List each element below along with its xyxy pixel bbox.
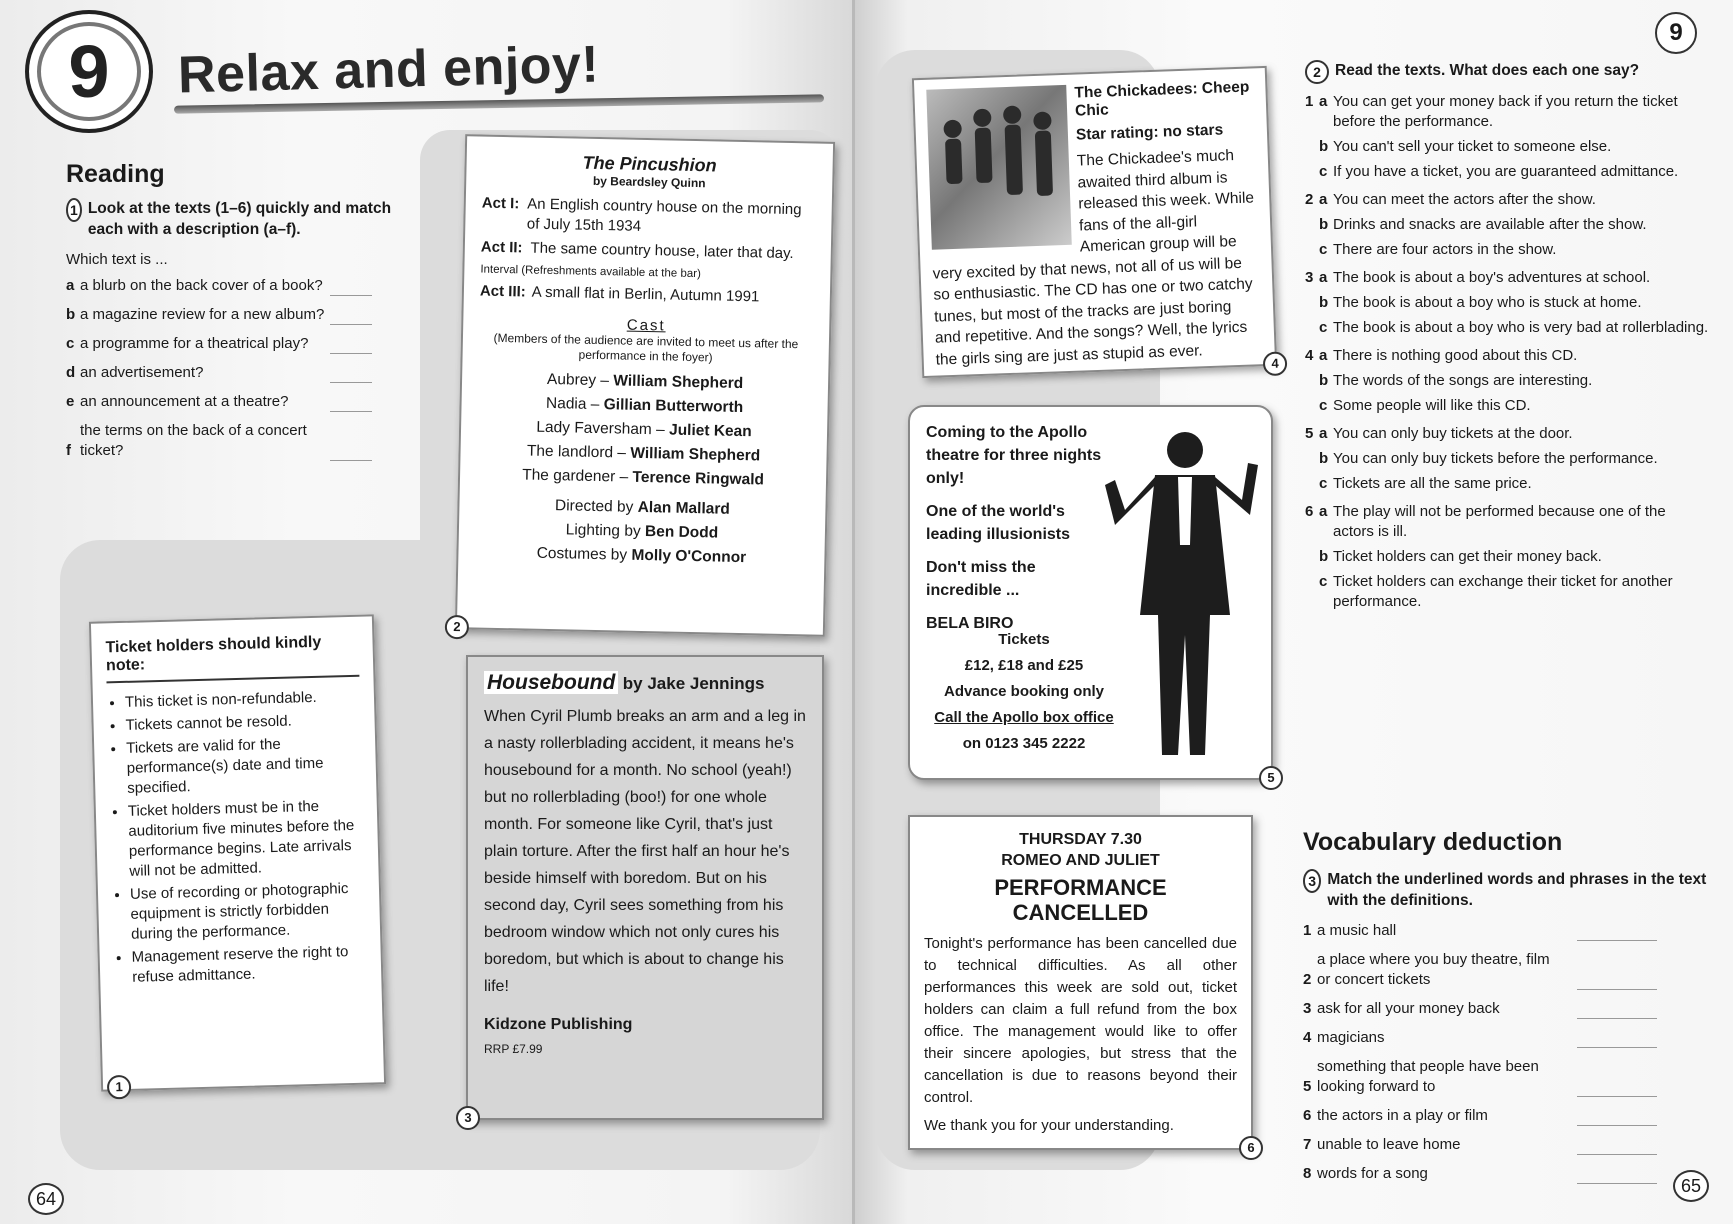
act-text: An English country house on the morning of July 15th 1934	[526, 195, 802, 235]
list-item: • Ticket holders must be in the auditorium five minutes before the performance begins. Late arrivals will not be admitted.	[128, 796, 365, 882]
item-text: something that people have been looking forward to	[1317, 1058, 1539, 1095]
text-number: 5	[1259, 766, 1283, 790]
question-group	[1305, 424, 1710, 494]
item-text: the actors in a play or film	[1317, 1107, 1488, 1124]
play-author: by Beardsley Quinn	[592, 173, 706, 191]
cast-actor: William Shepherd	[613, 372, 744, 393]
reading-heading: Reading	[66, 160, 165, 188]
question-number: 1	[1305, 93, 1314, 110]
list-item: • Tickets are valid for the performance(s) date and time specified.	[126, 733, 362, 799]
item-text: a magazine review for a new album?	[80, 306, 325, 323]
option	[1305, 268, 1710, 288]
item-number: 2	[1303, 971, 1312, 988]
vocabulary-section	[1303, 828, 1708, 1193]
question-number: 4	[1305, 347, 1314, 364]
option-letter: c	[1319, 475, 1328, 492]
option-text: You can meet the actors after the show.	[1333, 191, 1596, 208]
item-text: words for a song	[1317, 1165, 1428, 1182]
item-number: 1	[1303, 922, 1312, 939]
item-text: a blurb on the back cover of a book?	[80, 277, 323, 294]
list-item: • Tickets cannot be resold.	[125, 710, 360, 736]
option	[1305, 449, 1710, 469]
text-number: 4	[1263, 351, 1288, 376]
option-text: You can only buy tickets before the performance.	[1333, 450, 1658, 467]
vocabulary-list	[1303, 921, 1708, 1184]
ad-tickets-block	[924, 627, 1124, 757]
item-text: an announcement at a theatre?	[80, 393, 289, 410]
cast-actor: Juliet Kean	[668, 421, 752, 441]
list-item	[66, 305, 396, 325]
ticket-terms-heading: Ticket holders should kindly note:	[105, 633, 359, 684]
act-3	[480, 282, 814, 309]
text-2-theatre-programme	[455, 134, 835, 637]
item-letter: f	[66, 442, 71, 459]
cast-note: (Members of the audience are invited to meet us after the performance in the foyer)	[493, 330, 799, 365]
option	[1305, 346, 1710, 366]
option	[1305, 215, 1710, 235]
crew-role: Directed by	[554, 497, 634, 516]
list-item	[1303, 921, 1708, 941]
tickets-label: Tickets	[998, 631, 1050, 648]
option	[1305, 424, 1710, 444]
review-title: The Chickadees: Cheep Chic	[1074, 78, 1250, 120]
question-number	[1305, 572, 1319, 612]
question-number	[1305, 137, 1319, 157]
cast-actor: William Shepherd	[630, 444, 761, 465]
option	[1305, 572, 1710, 612]
option-letter: b	[1319, 548, 1329, 565]
option	[1305, 190, 1710, 210]
option-letter: a	[1319, 347, 1328, 364]
option-text: Ticket holders can get their money back.	[1333, 548, 1602, 565]
option-letter: b	[1319, 216, 1329, 233]
list-item: • Use of recording or photographic equipment is strictly forbidden during the performance.	[130, 879, 366, 945]
list-item	[1303, 1106, 1708, 1126]
answer-blank	[1577, 1047, 1657, 1048]
exercise-1-list	[66, 276, 396, 461]
question-number: 2	[1305, 191, 1314, 208]
unit-title: Relax and enjoy!	[177, 35, 600, 105]
book-author: by Jake Jennings	[622, 674, 765, 693]
option	[1305, 293, 1710, 313]
question-number: 5	[1305, 425, 1314, 442]
option-text: You can only buy tickets at the door.	[1333, 425, 1573, 442]
text-number: 1	[107, 1075, 132, 1100]
option-text: Tickets are all the same price.	[1333, 475, 1532, 492]
item-text: a programme for a theatrical play?	[80, 335, 309, 352]
cast-role: Nadia –	[545, 394, 600, 414]
list-item	[1303, 1135, 1708, 1155]
act-text: A small flat in Berlin, Autumn 1991	[531, 283, 760, 306]
crew-role: Lighting by	[565, 521, 641, 540]
exercise-number: 3	[1303, 869, 1321, 893]
list-item	[66, 276, 396, 296]
option-letter: a	[1319, 93, 1328, 110]
cast-heading: Cast	[626, 316, 666, 335]
option	[1305, 502, 1710, 542]
cast-role: The gardener –	[522, 466, 629, 486]
text-1-ticket-terms	[89, 614, 386, 1095]
text-4-album-review	[912, 66, 1277, 378]
option	[1305, 547, 1710, 567]
item-letter: a	[66, 277, 75, 294]
text-6-cancellation-notice	[908, 815, 1255, 1155]
advance-booking: Advance booking only	[943, 683, 1105, 700]
unit-corner-badge: 9	[1655, 12, 1697, 54]
phone-number: on 0123 345 2222	[962, 735, 1086, 752]
question-number: 3	[1305, 269, 1314, 286]
option-letter: c	[1319, 241, 1328, 258]
option	[1305, 137, 1710, 157]
option	[1305, 92, 1710, 132]
list-item	[66, 334, 396, 354]
notice-show: ROMEO AND JULIET	[1001, 852, 1160, 869]
option-letter: c	[1319, 163, 1328, 180]
list-item: • Management reserve the right to refuse admittance.	[131, 942, 367, 988]
exercise-instruction: Look at the texts (1–6) quickly and match each with a description (a–f).	[87, 200, 392, 238]
question-number	[1305, 547, 1319, 567]
notice-thanks: We thank you for your understanding.	[924, 1117, 1174, 1134]
text-3-book-blurb	[464, 655, 824, 1125]
call-box-office: Call the Apollo box office	[934, 709, 1114, 726]
option-text: Some people will like this CD.	[1333, 397, 1531, 414]
review-body: The Chickadee's much awaited third album is released this week. While fans of the all-girl American group will be very excited by that news, not all of us will be so enthusiastic. The CD has one or two catchy tunes, but most of the tracks are just boring and repetitive. And the songs? Well, the lyrics the girls sing are just as stupid as ever.	[932, 147, 1255, 369]
list-item	[1303, 999, 1708, 1019]
act	[481, 194, 816, 241]
item-text: a place where you buy theatre, film or concert tickets	[1317, 951, 1550, 988]
item-text: an advertisement?	[80, 364, 204, 381]
act-label: Act I:	[481, 194, 520, 213]
option-text: Ticket holders can exchange their ticket for another performance.	[1333, 573, 1673, 610]
question-group	[1305, 346, 1710, 416]
band-photo	[926, 85, 1071, 250]
answer-blank	[330, 382, 372, 383]
review-rating: Star rating: no stars	[1075, 121, 1224, 144]
act	[481, 238, 815, 265]
act-text: The same country house, later that day.	[530, 239, 794, 263]
item-number: 7	[1303, 1136, 1312, 1153]
crew-name: Alan Mallard	[637, 498, 731, 518]
option-letter: a	[1319, 425, 1328, 442]
option-text: The book is about a boy's adventures at school.	[1333, 269, 1651, 286]
option	[1305, 396, 1710, 416]
ad-line: BELA BIRO	[926, 615, 1014, 632]
exercise-number: 1	[66, 198, 82, 222]
answer-blank	[1577, 989, 1657, 990]
cast-actor: Terence Ringwald	[632, 468, 765, 489]
ticket-terms-list	[107, 687, 368, 989]
band-photo-silhouettes	[926, 85, 1071, 250]
ticket-prices: £12, £18 and £25	[964, 657, 1084, 674]
list-item	[1303, 1028, 1708, 1048]
ad-line: Don't miss the incredible ...	[926, 559, 1036, 599]
crew-name: Ben Dodd	[644, 523, 719, 542]
item-text: ask for all your money back	[1317, 1000, 1500, 1017]
item-letter: e	[66, 393, 75, 410]
answer-blank	[1577, 940, 1657, 941]
cast-role: The landlord –	[526, 442, 627, 462]
acts-list	[481, 194, 816, 265]
cast-actor: Gillian Butterworth	[603, 396, 744, 417]
book-blurb: When Cyril Plumb breaks an arm and a leg in a nasty rollerblading accident, it means he's housebound for a month. No school (yeah!) but no rollerblading (boo!) for one whole month. For someone like Cyril, that's just plain torture. After the first half an hour he's beside himself with boredom. But on his second day, Cyril sees something from his bedroom window which not only cures his boredom, but which is about to change his life!	[484, 708, 806, 995]
crew-role: Costumes by	[536, 544, 628, 564]
list-item	[1303, 1164, 1708, 1184]
option-text: The play will not be performed because one of the actors is ill.	[1333, 503, 1666, 540]
option-letter: a	[1319, 503, 1328, 520]
option	[1305, 371, 1710, 391]
illusionist-figure	[1100, 415, 1265, 775]
right-page	[855, 0, 1733, 1224]
question-number	[1305, 474, 1319, 494]
answer-blank	[1577, 1096, 1657, 1097]
option-text: There is nothing good about this CD.	[1333, 347, 1578, 364]
answer-blank	[1577, 1154, 1657, 1155]
cast-list	[476, 367, 812, 494]
question-number	[1305, 293, 1319, 313]
text-number: 2	[445, 615, 469, 639]
item-number: 8	[1303, 1165, 1312, 1182]
play-title: The Pincushion	[582, 152, 717, 176]
question-number	[1305, 396, 1319, 416]
option-letter: a	[1319, 269, 1328, 286]
option-text: You can get your money back if you return the ticket before the performance.	[1333, 93, 1678, 130]
ad-line: Coming to the Apollo theatre for three nights only!	[926, 424, 1102, 487]
vocabulary-heading: Vocabulary deduction	[1303, 828, 1563, 856]
page-number-left: 64	[28, 1183, 64, 1215]
option-letter: c	[1319, 319, 1328, 336]
act-label: Act III:	[479, 282, 526, 301]
cast-role: Aubrey –	[546, 370, 610, 390]
question-number	[1305, 215, 1319, 235]
question-number	[1305, 162, 1319, 182]
option-text: There are four actors in the show.	[1333, 241, 1557, 258]
list-item	[1303, 950, 1708, 990]
option	[1305, 318, 1710, 338]
list-item: • This ticket is non-refundable.	[125, 687, 360, 713]
exercise-2	[1305, 60, 1710, 620]
cast-role: Lady Faversham –	[536, 418, 665, 439]
answer-blank	[1577, 1018, 1657, 1019]
answer-blank	[1577, 1125, 1657, 1126]
option-letter: b	[1319, 294, 1329, 311]
exercise-lead: Which text is ...	[66, 251, 168, 268]
option-text: The words of the songs are interesting.	[1333, 372, 1593, 389]
act-label: Act II:	[480, 238, 523, 257]
item-text: magicians	[1317, 1029, 1385, 1046]
answer-blank	[1577, 1183, 1657, 1184]
book-price: RRP £7.99	[484, 1042, 543, 1056]
exercise-instruction: Match the underlined words and phrases in the text with the definitions.	[1327, 871, 1707, 909]
option-letter: a	[1319, 191, 1328, 208]
item-text: unable to leave home	[1317, 1136, 1461, 1153]
question-number	[1305, 240, 1319, 260]
item-letter: c	[66, 335, 75, 352]
crew-name: Molly O'Connor	[631, 546, 747, 567]
answer-blank	[330, 295, 372, 296]
option	[1305, 474, 1710, 494]
answer-blank	[330, 353, 372, 354]
option	[1305, 240, 1710, 260]
item-letter: b	[66, 306, 76, 323]
list-item	[66, 392, 396, 412]
option-letter: b	[1319, 372, 1329, 389]
notice-date: THURSDAY 7.30	[1019, 831, 1142, 848]
item-letter: d	[66, 364, 76, 381]
option-text: The book is about a boy who is very bad at rollerblading.	[1333, 319, 1709, 336]
answer-blank	[330, 460, 372, 461]
question-group	[1305, 190, 1710, 260]
item-number: 4	[1303, 1029, 1312, 1046]
text-number: 3	[456, 1106, 480, 1130]
item-number: 6	[1303, 1107, 1312, 1124]
option-text: Drinks and snacks are available after the show.	[1333, 216, 1647, 233]
option-letter: c	[1319, 573, 1328, 590]
notice-headline: PERFORMANCE CANCELLED	[994, 875, 1167, 925]
publisher: Kidzone Publishing	[484, 1016, 633, 1033]
exercise-1	[66, 198, 396, 470]
page-number-right: 65	[1673, 1170, 1709, 1202]
list-item	[66, 363, 396, 383]
notice-body: Tonight's performance has been cancelled due to technical difficulties. As all other performances this week are sold out, ticket holders can claim a full refund from the box office. The management would like to offer their sincere apologies, but stress that the cancellation is due to reasons beyond their control.	[924, 935, 1237, 1106]
question-group	[1305, 268, 1710, 338]
item-text: the terms on the back of a concert ticket?	[80, 422, 307, 459]
text-5-advertisement	[908, 405, 1275, 785]
question-number	[1305, 449, 1319, 469]
question-group	[1305, 502, 1710, 612]
option-text: You can't sell your ticket to someone else.	[1333, 138, 1612, 155]
unit-number-badge: 9	[25, 10, 153, 133]
answer-blank	[330, 411, 372, 412]
option-text: The book is about a boy who is stuck at home.	[1333, 294, 1642, 311]
item-text: a music hall	[1317, 922, 1397, 939]
question-number	[1305, 318, 1319, 338]
crew-list	[474, 492, 809, 571]
option-text: If you have a ticket, you are guaranteed admittance.	[1333, 163, 1679, 180]
ad-line: One of the world's leading illusionists	[926, 503, 1071, 543]
interval-note: Interval (Refreshments available at the bar)	[480, 263, 702, 281]
text-number: 6	[1239, 1136, 1263, 1160]
question-group	[1305, 92, 1710, 182]
exercise-2-list	[1305, 92, 1710, 612]
book-title: Housebound	[484, 671, 618, 694]
item-number: 3	[1303, 1000, 1312, 1017]
option-letter: b	[1319, 450, 1329, 467]
list-item	[1303, 1057, 1708, 1097]
option-letter: b	[1319, 138, 1329, 155]
exercise-instruction: Read the texts. What does each one say?	[1335, 62, 1640, 79]
question-number	[1305, 371, 1319, 391]
question-number: 6	[1305, 503, 1314, 520]
option-letter: c	[1319, 397, 1328, 414]
ad-lines	[926, 421, 1106, 635]
answer-blank	[330, 324, 372, 325]
item-number: 5	[1303, 1078, 1312, 1095]
list-item	[66, 421, 396, 461]
left-page	[0, 0, 855, 1224]
option	[1305, 162, 1710, 182]
exercise-number: 2	[1305, 60, 1329, 84]
